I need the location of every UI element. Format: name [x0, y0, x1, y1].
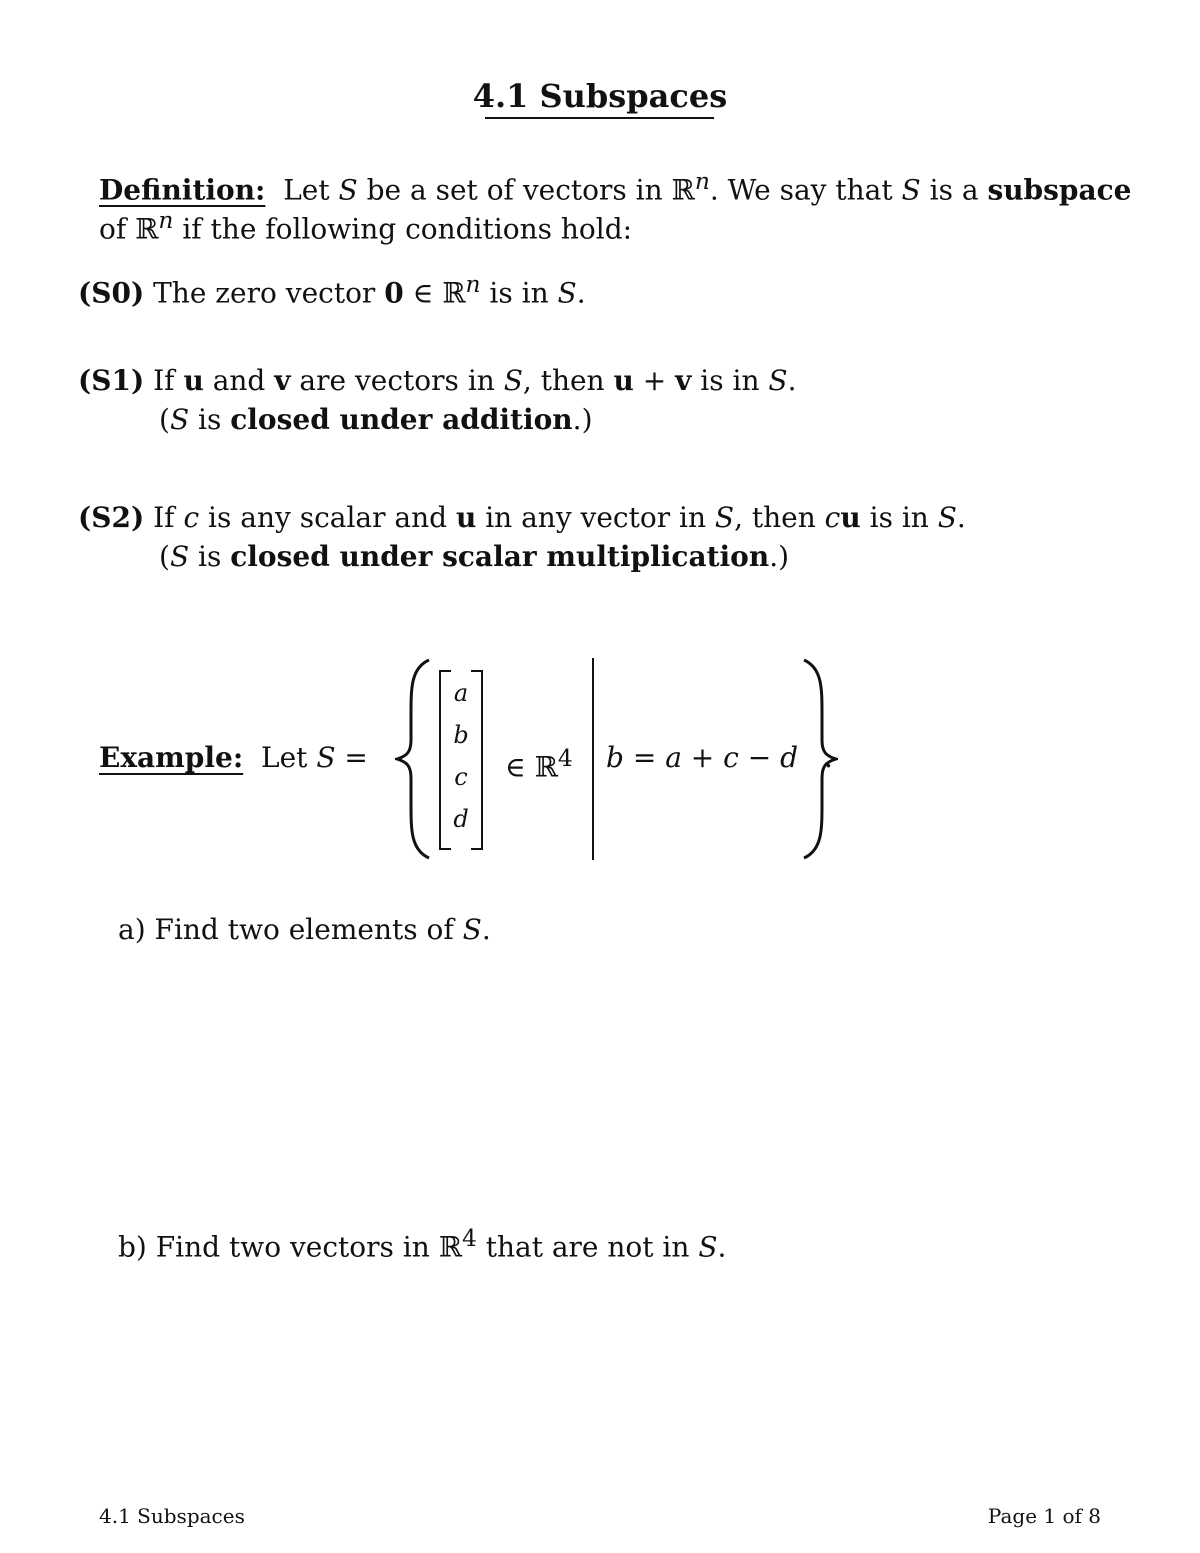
- condition-s1: (S1) If u and v are vectors in S, then u + v is in S.: [78, 364, 797, 397]
- definition-line-1: Definition: Let S be a set of vectors in ℝ$^n$. We say that S is a subspace: [99, 167, 1132, 207]
- condition-s2: (S2) If c is any scalar and u in any vector in S, then cu is in S.: [78, 501, 966, 534]
- condition-s1-note: (S is closed under addition.): [159, 403, 593, 436]
- title-underline: [485, 117, 714, 119]
- vector-entry: a: [453, 679, 469, 707]
- column-vector: [439, 670, 483, 846]
- vector-entry: c: [454, 763, 468, 791]
- definition-line-2: of ℝ$^n$ if the following conditions hold:: [99, 206, 633, 246]
- question-a: a) Find two elements of S.: [118, 913, 491, 946]
- membership-r4: ∈ ℝ$^4$: [505, 744, 573, 784]
- definition-label: Definition:: [99, 173, 266, 207]
- vector-entry: b: [453, 721, 469, 749]
- condition-tag: (S2): [78, 501, 145, 534]
- question-b: b) Find two vectors in ℝ$^4$ that are not in S.: [118, 1224, 727, 1264]
- subspace-term: subspace: [987, 173, 1132, 207]
- condition-tag: (S1): [78, 364, 145, 397]
- condition-s0: (S0) The zero vector 0 ∈ ℝ$^n$ is in S.: [78, 270, 586, 310]
- set-condition: b = a + c − d: [606, 741, 799, 774]
- example-label: Example:: [99, 741, 244, 774]
- left-set-brace: [395, 658, 435, 860]
- example-period: .: [824, 741, 833, 774]
- footer-title: 4.1 Subspaces: [99, 1504, 245, 1528]
- example-label-line: Example: Let S =: [99, 741, 368, 774]
- page-title: 4.1 Subspaces: [472, 77, 728, 115]
- set-builder-bar: [592, 658, 594, 860]
- page-number: Page 1 of 8: [987, 1504, 1101, 1528]
- condition-tag: (S0): [78, 276, 145, 310]
- vector-entry: d: [453, 805, 469, 833]
- condition-s2-note: (S is closed under scalar multiplication.): [159, 540, 790, 573]
